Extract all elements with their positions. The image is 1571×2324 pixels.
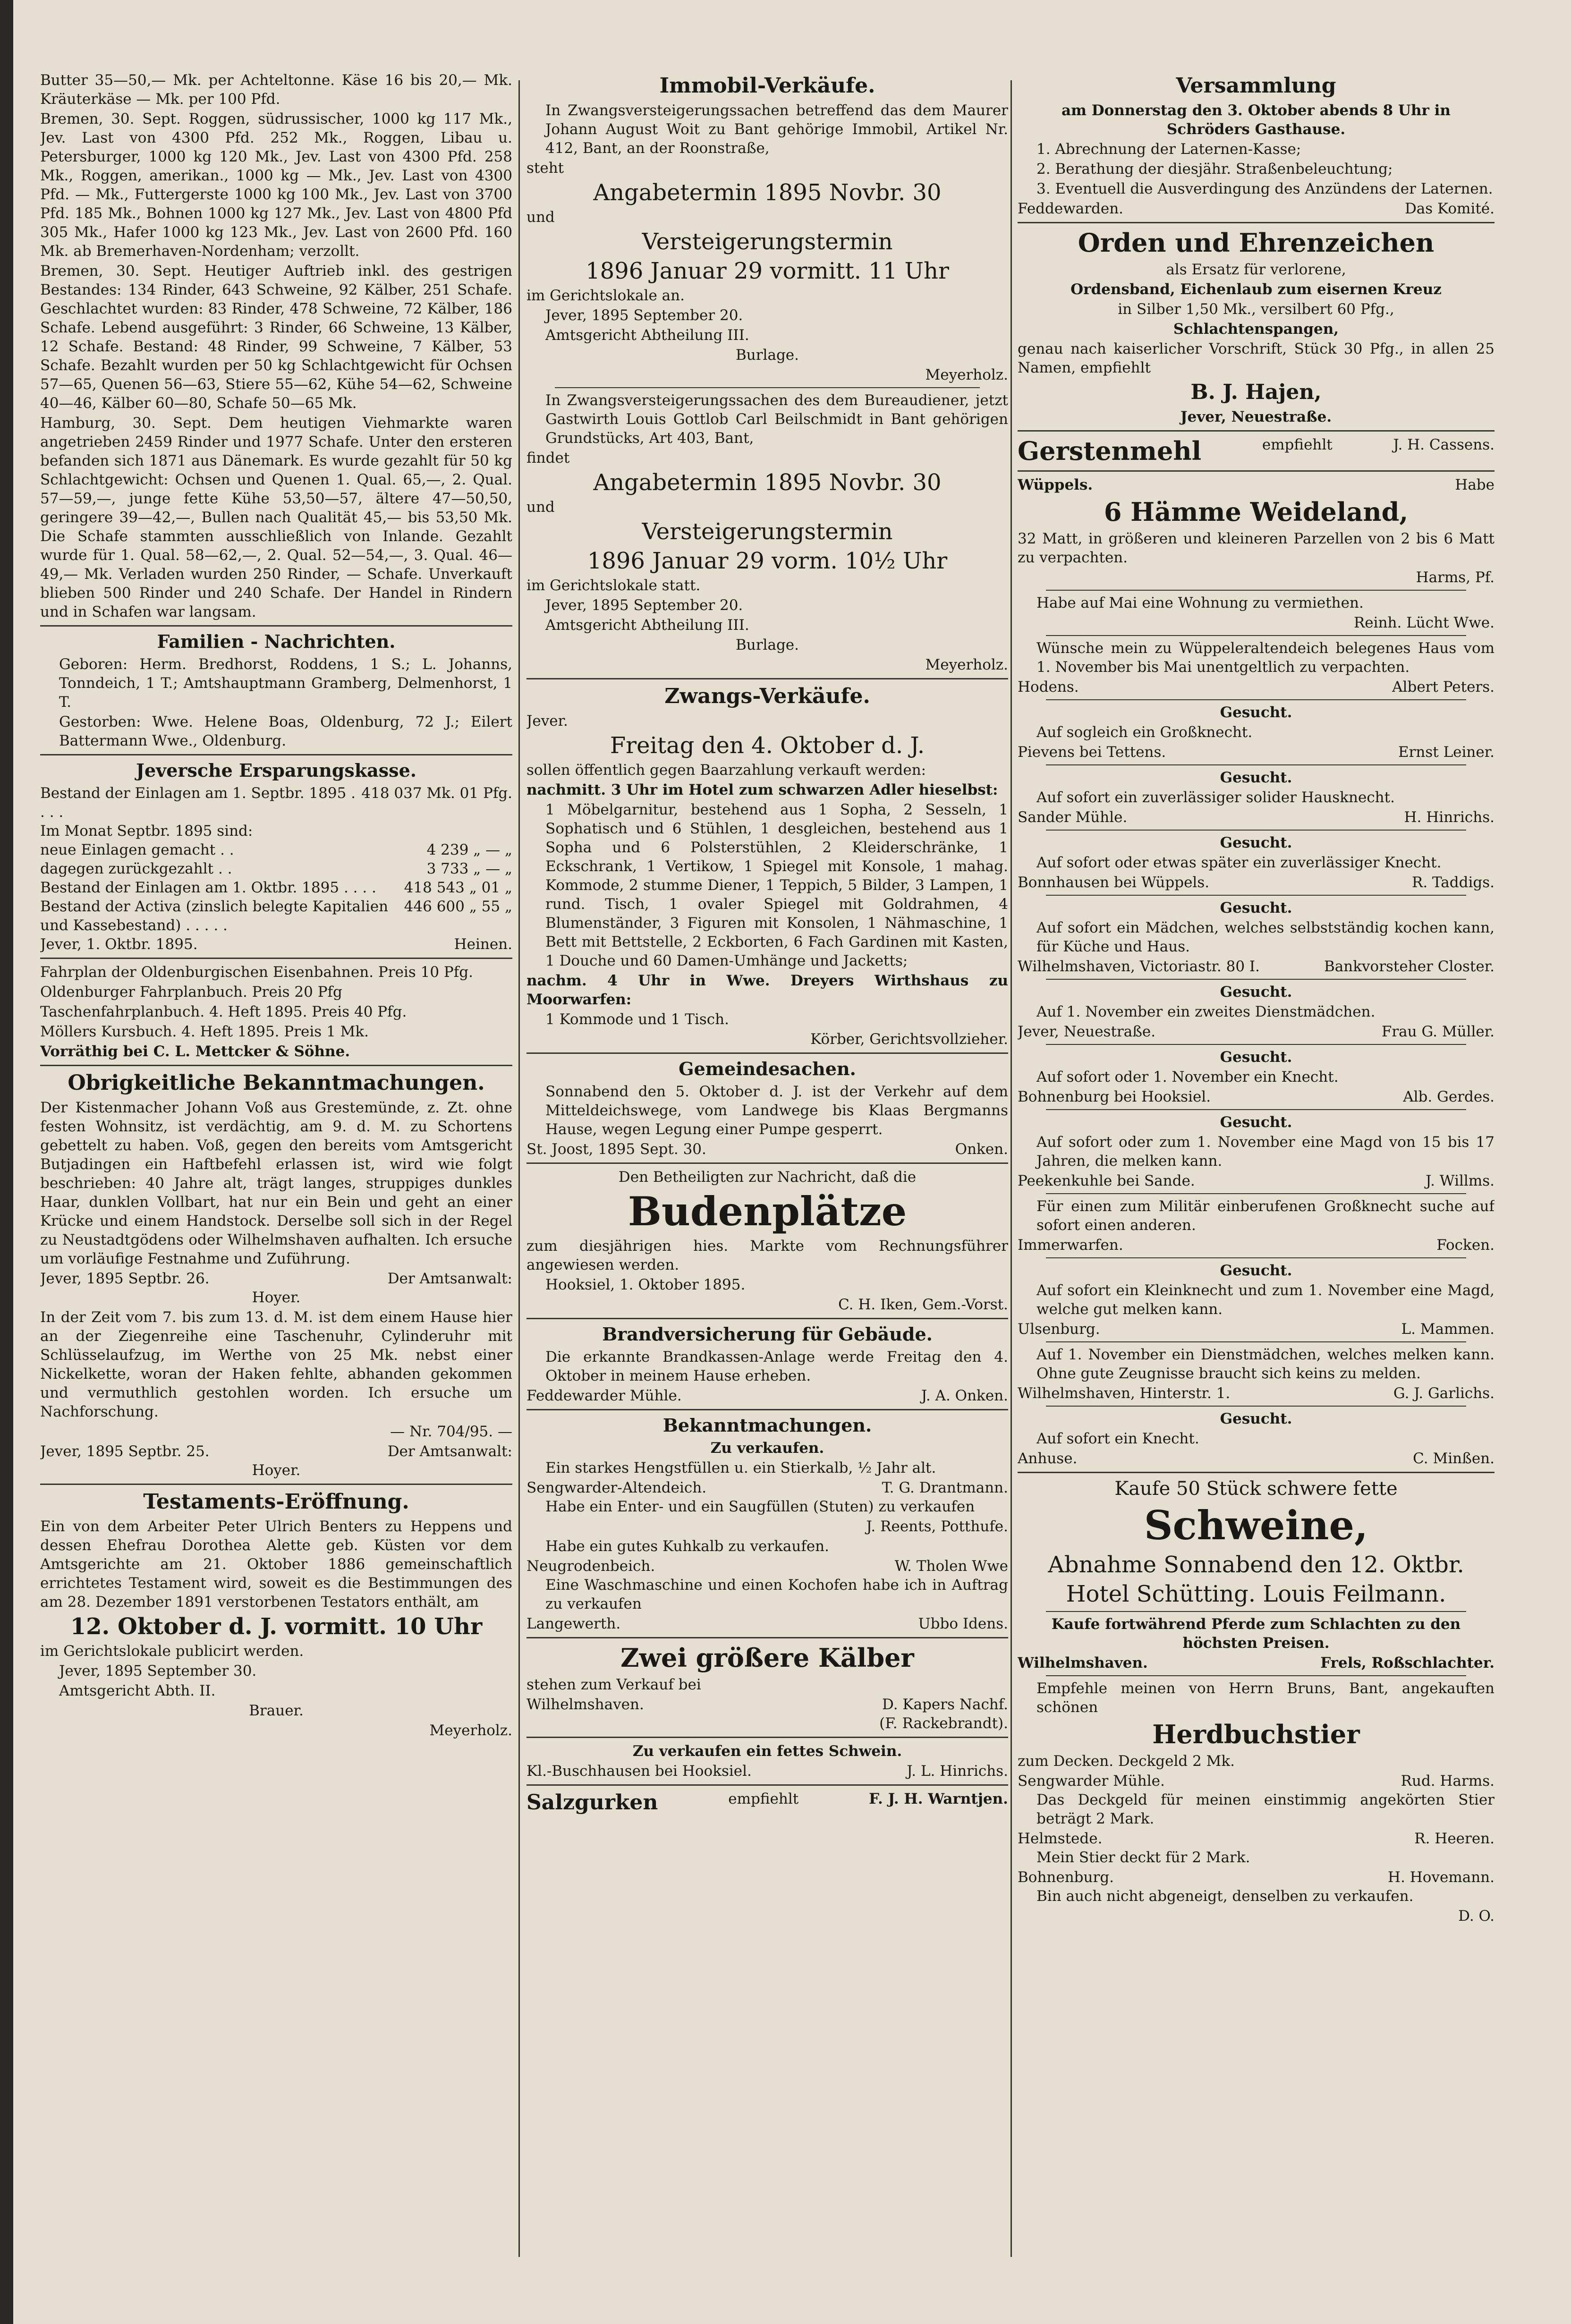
notice-text: Fahrplan der Oldenburgischen Eisenbahnen. Preis 10 Pfg. [40,964,473,981]
notice-text: genau nach kaiserlicher Vorschrift, Stück 30 Pfg., in allen 25 Namen, empfiehlt [1018,340,1495,376]
divider [1018,1472,1495,1473]
signature-line [1018,1087,1495,1106]
divider [40,754,512,755]
signature-name: C. H. Iken, Gem.-Vorst. [838,1296,1008,1313]
notice-text: Habe ein gutes Kuhkalb zu verkaufen. [545,1538,830,1555]
signature-part: Sander Mühle. [1018,809,1128,826]
signature-line: Helmstede. R. Heeren. [1018,1830,1495,1847]
ad-line: Wüppels. Habe [1018,476,1495,493]
notice-text: Empfehle meinen von Herrn Bruns, Bant, angekauften schönen [1036,1680,1495,1716]
notice-text: Amtsgericht Abtheilung III. [545,327,749,344]
signature-part: Ernst Leiner. [1398,744,1495,761]
divider [526,1318,1008,1319]
column-rule [518,80,520,2257]
divider [1046,764,1466,765]
ad-headline: 6 Hämme Weideland, [1104,497,1409,527]
signature-part: Alb. Gerdes. [1403,1088,1495,1105]
table-row: dagegen zurückgezahlt . . 3 733 „ — „ [40,860,512,877]
notice-text: Schlachtenspangen, [1173,321,1339,338]
wanted-ad-text: Auf sofort ein zuverlässiger solider Hausknecht. [1036,789,1395,806]
ad-headline: Herdbuchstier [1152,1719,1360,1749]
notice-text: Eine Waschmaschine und einen Kochofen habe ich in Auftrag zu verkaufen [545,1577,1008,1612]
wanted-ad-title: Gesucht. [1220,984,1292,1001]
notice-text: Den Betheiligten zur Nachricht, daß die [618,1169,917,1186]
table-row: Bestand der Einlagen am 1. Oktbr. 1895 . . . . 418 543 „ 01 „ [40,879,512,896]
signature-line: Sengwarder-Altendeich. T. G. Drantmann. [526,1479,1008,1496]
signature-name: Körber, Gerichtsvollzieher. [810,1031,1008,1048]
signature-part: J. Willms. [1426,1172,1495,1189]
signature-name: D. O. [1458,1908,1495,1925]
signature-line: Jever, 1895 Septbr. 26. Der Amtsanwalt: [40,1270,512,1287]
ad-headline: Schweine, [1144,1502,1368,1549]
divider [526,1162,1008,1164]
ad-headline: Zwei größere Kälber [620,1643,914,1673]
section-heading: Familien - Nachrichten. [157,631,396,652]
section-heading: Brandversicherung für Gebäude. [602,1323,933,1345]
notice-text: Ein von dem Arbeiter Peter Ulrich Benters zu Heppens und dessen Ehefrau Dorothea Alette geb. Küsten vor dem Amtsgerichte am 21. Oktober 1886 gemeinschaftlich errichtetes Testament wird, soweit es die Bestimmungen des am 28. Dezember 1891 verstorbenen Testators enthält, am [40,1518,512,1611]
divider [40,1065,512,1066]
wanted-ad-text: Auf sogleich ein Großknecht. [1036,724,1253,741]
ad-name: B. J. Hajen, [1190,380,1322,404]
signature-name: Reinh. Lücht Wwe. [1353,614,1495,631]
notice-text: und [526,209,555,226]
divider [526,678,1008,679]
signature-part: G. J. Garlichs. [1393,1385,1495,1402]
signature-part: Wilhelmshaven, Victoriastr. 80 I. [1018,958,1260,975]
signature-line: Kl.-Buschhausen bei Hooksiel. J. L. Hinrichs. [526,1763,1008,1780]
signature-name: Hoyer. [252,1462,301,1479]
signature-line: Jever, 1895 Septbr. 25. Der Amtsanwalt: [40,1443,512,1460]
notice-text: Abnahme Sonnabend den 12. Oktbr. [1048,1552,1464,1578]
notice-text: In der Zeit vom 7. bis zum 13. d. M. ist dem einem Hause hier an der Ziegenreihe eine Taschenuhr, Cylinderuhr mit Schlüsselaufzug, im Werthe von 25 Mk. nebst einer Nickelkette, woran der Haken fehlte, abhanden gekommen und vermuthlich gestohlen worden. Ich ersuche um Nachforschung. [40,1309,512,1420]
signature-line: Wilhelmshaven. D. Kapers Nachf. [526,1696,1008,1713]
signature-line: Feddewarder Mühle. J. A. Onken. [526,1387,1008,1404]
notice-text: Jever, 1895 September 30. [59,1662,257,1679]
notice-text: Habe auf Mai eine Wohnung zu vermiethen. [1036,594,1364,611]
notice-text: Die erkannte Brandkassen-Anlage werde Freitag den 4. Oktober in meinem Hause erheben. [545,1349,1008,1384]
market-report: Butter 35—50,— Mk. per Achteltonne. Käse 16 bis 20,— Mk. Kräuterkäse — Mk. per 100 Pfd. [40,72,512,108]
wanted-ad-text: Auf sofort ein Kleinknecht und zum 1. November eine Magd, welche gut melken kann. [1036,1282,1495,1318]
notice-date: 1896 Januar 29 vorm. 10½ Uhr [587,548,948,574]
notice-text: Ordensband, Eichenlaub zum eisernen Kreuz [1070,281,1442,298]
notice-text: Sonnabend den 5. Oktober d. J. ist der Verkehr auf dem Mitteldeichswege, vom Landwege bis Klaas Bergmanns Hause, wegen Legung einer Pumpe gesperrt. [545,1083,1008,1138]
signature-name: Burlage. [735,636,799,653]
divider [1046,1109,1466,1110]
signature-name: (F. Rackebrandt). [879,1715,1008,1732]
signature-line: Neugrodenbeich. W. Tholen Wwe [526,1558,1008,1575]
signature-name: Brauer. [249,1702,304,1719]
signature-line: St. Joost, 1895 Sept. 30. Onken. [526,1141,1008,1158]
wanted-ad [1018,1044,1495,1106]
notice-text: und [526,499,555,516]
wanted-ad-title: Gesucht. [1220,834,1292,851]
signature-name: Meyerholz. [429,1722,512,1739]
divider [1046,1675,1466,1676]
signature-part: Pievens bei Tettens. [1018,744,1166,761]
divider [526,1409,1008,1410]
table-row: neue Einlagen gemacht . . 4 239 „ — „ [40,841,512,858]
signature-line: Wilhelmshaven. Frels, Roßschlachter. [1018,1654,1495,1671]
wanted-ad-text: Auf sofort oder 1. November ein Knecht. [1036,1069,1339,1086]
section-heading: Zwangs-Verkäufe. [664,684,870,708]
notice-text: Wünsche mein zu Wüppeleraltendeich belegenes Haus vom 1. November bis Mai unentgeltlich zu verpachten. [1036,640,1495,676]
divider [555,387,980,388]
wanted-ad-text: Auf 1. November ein Dienstmädchen, welches melken kann. Ohne gute Zeugnisse braucht sich keins zu melden. [1036,1346,1495,1382]
section-heading: Versammlung [1176,74,1336,98]
notice-date: 1896 Januar 29 vormitt. 11 Uhr [586,258,949,284]
divider [1046,590,1466,591]
list-item: 2. Berathung der diesjähr. Straßenbeleuchtung; [1036,161,1393,178]
signature-name: Burlage. [735,347,799,364]
market-report: Hamburg, 30. Sept. Dem heutigen Viehmarkte waren angetrieben 2459 Rinder und 1977 Schafe. Unter den ersteren befanden sich 1871 aus Dänemark. Es wurde gezahlt für 50 kg Schlachtgewicht: Ochsen und Quenen 1. Qual. 65,—, 2. Qual. 57—59,—, junge fette Kühe 53,50—57, ältere 47—50,50, geringere 39—42,—, Bullen nach Qualität 45,— bis 53,50 Mk. Die Schafe stammten ausschließlich von Inlande. Gezahlt wurde für 1. Qual. 58—62,—, 2. Qual. 52—54,—, 3. Qual. 46—49,— Mk. Verladen wurden 250 Rinder, — Schafe. Unverkauft blieben 500 Rinder und 240 Schafe. Der Handel in Rindern und in Schafen war langsam. [40,415,512,620]
column-2 [526,71,1008,2290]
signature-line: Bohnenburg. H. Hovemann. [1018,1869,1495,1886]
wanted-ad [1018,895,1495,976]
divider [526,1052,1008,1054]
wanted-ad-title: Gesucht. [1220,1049,1292,1066]
divider [1046,979,1466,980]
divider [1046,895,1466,896]
divider [1018,430,1495,432]
notice-text: Möllers Kursbuch. 4. Heft 1895. Preis 1 Mk. [40,1023,369,1040]
notice-text: Hotel Schütting. Louis Feilmann. [1066,1581,1446,1607]
table-row: Bestand der Activa (zinslich belegte Kapitalien und Kassebestand) . . . . . 446 600 „ 55 „ [40,898,512,934]
notice-text: Habe ein Enter- und ein Saugfüllen (Stuten) zu verkaufen [545,1498,975,1515]
signature-part: Bankvorsteher Closter. [1324,958,1495,975]
table-row: Bestand der Einlagen am 1. Septbr. 1895 . . . . 418 037 Mk. 01 Pfg. [40,785,512,821]
notice-text: 1 Kommode und 1 Tisch. [545,1011,729,1028]
table-row: Im Monat Septbr. 1895 sind: [40,823,253,840]
wanted-ad [1018,830,1495,892]
divider [1046,635,1466,636]
section-heading: Obrigkeitliche Bekanntmachungen. [68,1071,485,1095]
notice-date: 12. Oktober d. J. vormitt. 10 Uhr [70,1613,483,1640]
notice-text: Kaufe fortwährend Pferde zum Schlachten zu den höchsten Preisen. [1051,1616,1461,1652]
divider [40,958,512,959]
notice-date: Angabetermin 1895 Novbr. 30 [593,469,942,496]
notice-text: Ein starkes Hengstfüllen u. ein Stierkalb, ½ Jahr alt. [545,1459,936,1476]
wanted-ad-text: Auf sofort oder etwas später ein zuverlässiger Knecht. [1036,854,1442,871]
signature-line: Hodens. Albert Peters. [1018,679,1495,696]
wanted-ad-text: Auf sofort oder zum 1. November eine Magd von 15 bis 17 Jahren, die melken kann. [1036,1134,1495,1170]
wanted-ad [1018,764,1495,827]
list-item: 3. Eventuell die Ausverdingung des Anzündens der Laternen. [1036,180,1493,197]
divider [1046,1193,1466,1194]
signature-line [1018,873,1495,892]
signature-line [1018,1449,1495,1468]
divider [1018,470,1495,472]
signature-line: Jever, 1. Oktbr. 1895. Heinen. [40,936,512,953]
divider [1046,1044,1466,1045]
signature-line [1018,1320,1495,1339]
ad-headline: Budenplätze [628,1188,907,1235]
column-3 [1018,71,1495,2290]
notice-text: In Zwangsversteigerungssachen betreffend das dem Maurer Johann August Woit zu Bant gehörige Immobil, Artikel Nr. 412, Bant, an der Roonstraße, [545,102,1008,157]
signature-part: L. Mammen. [1401,1321,1495,1338]
wanted-ad-title: Gesucht. [1220,1410,1292,1427]
signature-line: Sengwarder Mühle. Rud. Harms. [1018,1773,1495,1790]
signature-name: J. Reents, Potthufe. [866,1518,1008,1535]
notice-date: Versteigerungstermin [642,229,893,255]
section-heading: Jeversche Ersparungskasse. [136,760,416,781]
wanted-ad-title: Gesucht. [1220,769,1292,786]
notice-text: nachmitt. 3 Uhr im Hotel zum schwarzen Adler hieselbst: [526,781,998,798]
market-report: Bremen, 30. Sept. Heutiger Auftrieb inkl. des gestrigen Bestandes: 134 Rinder, 643 Schweine, 92 Kälber, 251 Schafe. Geschlachtet wurden: 83 Rinder, 478 Schweine, 72 Kälber, 186 Schafe. Lebend ausgeführt: 3 Rinder, 66 Schweine, 13 Kälber, 12 Schafe. Bestand: 48 Rinder, 99 Schweine, 7 Kälber, 53 Schafe. Bezahlt wurden per 50 kg Schlachtgewicht für Ochsen 57—65, Quenen 56—63, Stiere 55—62, Kühe 54—62, Schweine 40—46, Kälber 60—80, Schafe 50—65 Mk. [40,263,512,412]
notice-text: Jever, 1895 September 20. [545,307,743,324]
signature-line [1018,957,1495,976]
notice-text: Amtsgericht Abth. II. [59,1682,216,1699]
notice-text: Mein Stier deckt für 2 Mark. [1036,1849,1250,1866]
signature-part: Focken. [1436,1237,1495,1254]
notice-text: Taschenfahrplanbuch. 4. Heft 1895. Preis 40 Pfg. [40,1003,407,1020]
divider [526,1637,1008,1638]
signature-line [1018,1384,1495,1403]
notice-text: stehen zum Verkauf bei [526,1676,701,1693]
signature-line [1018,1236,1495,1255]
section-heading: Immobil-Verkäufe. [659,74,875,98]
notice-text: Das Deckgeld für meinen einstimmig angekörten Stier beträgt 2 Mark. [1036,1791,1495,1827]
notice-text: zum diesjährigen hies. Markte vom Rechnungsführer angewiesen werden. [526,1238,1008,1273]
divider [526,1784,1008,1786]
list-item: 1. Abrechnung der Laternen-Kasse; [1036,141,1301,158]
notice-text: 32 Matt, in größeren und kleineren Parzellen von 2 bis 6 Matt zu verpachten. [1018,530,1495,566]
notice-text: Jever, 1895 September 20. [545,597,743,614]
notice-date: Freitag den 4. Oktober d. J. [610,732,925,759]
notice-text: im Gerichtslokale publicirt werden. [40,1643,304,1660]
wanted-ad [1018,1406,1495,1468]
wanted-ads [1018,699,1495,1468]
notice-text: in Silber 1,50 Mk., versilbert 60 Pfg., [1118,301,1394,318]
column-1 [40,71,512,2290]
notice-text: Vorräthig bei C. L. Mettcker & Söhne. [40,1043,350,1060]
notice-text: Jever. [526,712,568,729]
signature-name: Harms, Pf. [1416,569,1495,586]
notice-text: Oldenburger Fahrplanbuch. Preis 20 Pfg [40,984,342,1001]
notice-text: im Gerichtslokale an. [526,287,685,304]
signature-line: Feddewarden. Das Komité. [1018,200,1495,217]
signature-part: Wilhelmshaven, Hinterstr. 1. [1018,1385,1231,1402]
wanted-ad-title: Gesucht. [1220,704,1292,721]
ad-headline: Orden und Ehrenzeichen [1078,228,1435,258]
notice-text: Zu verkaufen ein fettes Schwein. [632,1743,902,1760]
signature-line [1018,808,1495,827]
notice-text: 1 Möbelgarnitur, bestehend aus 1 Sopha, 2 Sesseln, 1 Sophatisch und 6 Stühlen, 1 desgleichen, bestehend aus 1 Sopha und 6 Polsterstühlen, 2 Kleiderschränke, 1 Eckschrank, 1 Vertikow, 1 Spiegel mit Konsole, 1 mahag. Kommode, 2 stumme Diener, 1 Teppich, 5 Bilder, 3 Lampen, 1 rund. Tisch, 1 ovaler Spiegel mit Goldrahmen, 4 Blumenständer, 3 Figuren mit Konsolen, 1 Nähmaschine, 1 Bett mit Bettstelle, 2 Eckborten, 6 Fach Gardinen mit Kasten, 1 Douche und 60 Damen-Umhänge und Jacketts; [545,801,1008,969]
divider [1046,699,1466,700]
divider [40,1484,512,1485]
section-heading: Gemeindesachen. [679,1058,856,1079]
wanted-ad [1018,1109,1495,1190]
notice-text: Kaufe 50 Stück schwere fette [1114,1478,1398,1500]
divider [526,1737,1008,1738]
notice-text: Hooksiel, 1. Oktober 1895. [545,1276,746,1293]
sub-heading: Zu verkaufen. [710,1440,824,1457]
wanted-ad-text: Auf sofort ein Knecht. [1036,1430,1199,1447]
section-heading: Testaments-Eröffnung. [143,1490,409,1514]
signature-name: Meyerholz. [925,656,1008,673]
notice-text: im Gerichtslokale statt. [526,577,701,594]
notice-text: Geboren: Herm. Bredhorst, Roddens, 1 S.; L. Johanns, Tonndeich, 1 T.; Amtshauptmann Gramberg, Delmenhorst, 1 T. [59,656,512,711]
notice-date: Versteigerungstermin [642,518,893,545]
notice-text: Amtsgericht Abtheilung III. [545,617,749,634]
signature-name: Hoyer. [252,1289,301,1306]
wanted-ad [1018,979,1495,1041]
divider [1046,1611,1466,1612]
signature-line: Langewerth. Ubbo Idens. [526,1615,1008,1632]
wanted-ad [1018,1341,1495,1403]
section-heading: Bekanntmachungen. [662,1415,872,1436]
divider [1046,1257,1466,1258]
signature-part: Bonnhausen bei Wüppels. [1018,874,1210,891]
signature-part: H. Hinrichs. [1404,809,1495,826]
ad-line: Salzgurken empfiehlt F. J. H. Warntjen. [526,1790,1008,1815]
wanted-ad [1018,1193,1495,1255]
wanted-ad-title: Gesucht. [1220,1262,1292,1279]
divider [1046,1341,1466,1342]
notice-text: findet [526,450,570,466]
signature-line [1018,743,1495,762]
signature-part: Anhuse. [1018,1450,1078,1467]
notice-text: Jever, Neuestraße. [1180,408,1332,425]
signature-part: C. Minßen. [1413,1450,1495,1467]
wanted-ad-title: Gesucht. [1220,1114,1292,1131]
notice-text: am Donnerstag den 3. Oktober abends 8 Uhr in Schröders Gasthause. [1061,102,1451,138]
notice-text: In Zwangsversteigerungssachen des dem Bureaudiener, jetzt Gastwirth Louis Gottlob Carl Beilschmidt in Bant gehörigen Grundstücks, Art 403, Bant, [545,392,1008,447]
ad-line: Gerstenmehl empfiehlt J. H. Cassens. [1018,436,1495,466]
notice-text: als Ersatz für verlorene, [1166,261,1346,278]
wanted-ad-text: Für einen zum Militär einberufenen Großknecht suche auf sofort einen anderen. [1036,1198,1495,1234]
column-rule [1011,80,1012,2257]
signature-line [1018,1022,1495,1041]
notice-text: sollen öffentlich gegen Baarzahlung verkauft werden: [526,762,926,779]
notice-text: zum Decken. Deckgeld 2 Mk. [1018,1753,1235,1770]
notice-text: Gestorben: Wwe. Helene Boas, Oldenburg, 72 J.; Eilert Battermann Wwe., Oldenburg. [59,713,512,749]
signature-line [1018,1171,1495,1190]
divider [1018,222,1495,223]
notice-text: Der Kistenmacher Johann Voß aus Grestemünde, z. Zt. ohne festen Wohnsitz, ist verdächtig, am 9. d. M. zu Schortens gebettelt zu haben. Voß, gegen den bereits vom Amtsgericht Butjadingen ein Haftbefehl erlassen ist, wird wie folgt beschrieben: 40 Jahre alt, trägt langes, struppiges dunkles Haar, dunklen Vollbart, hat nur ein Bein und geht an einer Krücke und einem Handstock. Derselbe soll sich in der Regel zu Neustadtgödens oder Wilhelmshaven aufhalten. Ich ersuche um vorläufige Festnahme und Zuführung. [40,1099,512,1267]
signature-part: R. Taddigs. [1411,874,1495,891]
divider [1046,830,1466,831]
reference-number: — Nr. 704/95. — [390,1423,512,1440]
wanted-ad [1018,1257,1495,1339]
notice-text: Bin auch nicht abgeneigt, denselben zu verkaufen. [1036,1888,1414,1905]
signature-part: Peekenkuhle bei Sande. [1018,1172,1195,1189]
notice-text: nachm. 4 Uhr in Wwe. Dreyers Wirthshaus zu Moorwarfen: [526,972,1008,1008]
wanted-ad-title: Gesucht. [1220,899,1292,916]
signature-part: Jever, Neuestraße. [1018,1023,1156,1040]
signature-name: Meyerholz. [925,366,1008,383]
wanted-ad-text: Auf sofort ein Mädchen, welches selbstständig kochen kann, für Küche und Haus. [1036,919,1495,955]
signature-part: Bohnenburg bei Hooksiel. [1018,1088,1211,1105]
signature-part: Ulsenburg. [1018,1321,1100,1338]
signature-part: Frau G. Müller. [1381,1023,1495,1040]
divider [1046,1406,1466,1407]
scan-edge [0,0,13,2324]
notice-date: Angabetermin 1895 Novbr. 30 [593,179,942,206]
market-report: Bremen, 30. Sept. Roggen, südrussischer, 1000 kg 117 Mk., Jev. Last von 4300 Pfd. 252 Mk., Roggen, Libau u. Petersburger, 1000 kg 120 Mk., Jev. Last von 4300 Pfd. 258 Mk., Roggen, amerikan., 1000 kg — Mk., Jev. Last von 4300 Pfd. — Mk., Futtergerste 1000 kg 100 Mk., Jev. Last von 3700 Pfd. 185 Mk., Bohnen 1000 kg 127 Mk., Jev. Last von 4800 Pfd 305 Mk., Hafer 1000 kg 123 Mk., Jev. Last von 2600 Pfd. 160 Mk. ab Bremerhaven-Nordenham; verzollt. [40,110,512,260]
wanted-ad [1018,699,1495,762]
divider [40,625,512,627]
notice-text: steht [526,160,564,177]
signature-part: Immerwarfen. [1018,1237,1123,1254]
wanted-ad-text: Auf 1. November ein zweites Dienstmädchen. [1036,1003,1376,1020]
